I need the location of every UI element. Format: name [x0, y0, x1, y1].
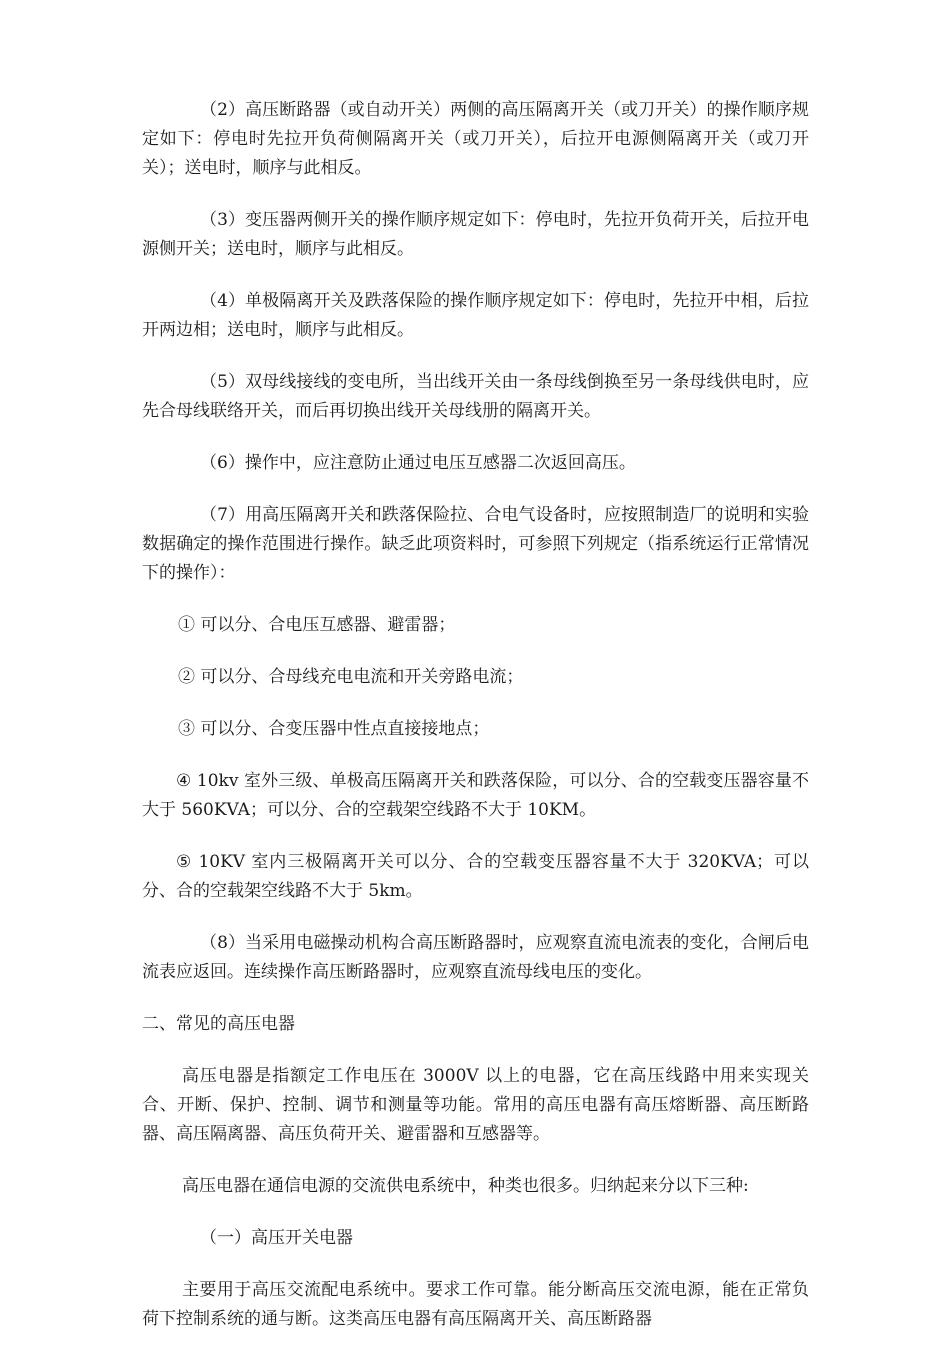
- subsection-heading: （一）高压开关电器: [200, 1228, 353, 1248]
- list-item-2: ② 可以分、合母线充电电流和开关旁路电流；: [178, 667, 524, 687]
- paragraph-step-7: （7）用高压隔离开关和跌落保险拉、合电气设备时，应按照制造厂的说明和实验数据确定的操作范围进行操作。缺乏此项资料时，可参照下列规定（指系统运行正常情况下的操作）：: [142, 505, 809, 583]
- document-body: [142, 96, 809, 1357]
- paragraph-definition: 高压电器是指额定工作电压在 3000V 以上的电器，它在高压线路中用来实现关合、开断、保护、控制、调节和测量等功能。常用的高压电器有高压熔断器、高压断路器、高压隔离器、高压负荷开关、避雷器和互感器等。: [142, 1066, 809, 1144]
- paragraph-step-6: （6）操作中，应注意防止通过电压互感器二次返回高压。: [200, 453, 636, 473]
- section-heading: 二、常见的高压电器: [142, 1014, 295, 1034]
- list-item-4: ④ 10kv 室外三级、单极高压隔离开关和跌落保险，可以分、合的空载变压器容量不大于 560KVA；可以分、合的空载架空线路不大于 10KM。: [142, 771, 809, 820]
- paragraph-switch-devices: 主要用于高压交流配电系统中。要求工作可靠。能分断高压交流电源，能在正常负荷下控制系统的通与断。这类高压电器有高压隔离开关、高压断路器: [142, 1280, 809, 1329]
- paragraph-categories: 高压电器在通信电源的交流供电系统中，种类也很多。归纳起来分以下三种:: [182, 1176, 749, 1196]
- list-item-5: ⑤ 10KV 室内三极隔离开关可以分、合的空载变压器容量不大于 320KVA；可以分、合的空载架空线路不大于 5km。: [142, 852, 809, 901]
- paragraph-step-5: （5）双母线接线的变电所，当出线开关由一条母线倒换至另一条母线供电时，应先合母线联络开关，而后再切换出线开关母线册的隔离开关。: [142, 372, 809, 421]
- list-item-3: ③ 可以分、合变压器中性点直接接地点；: [178, 719, 490, 739]
- paragraph-step-2: （2）高压断路器（或自动开关）两侧的高压隔离开关（或刀开关）的操作顺序规定如下：停电时先拉开负荷侧隔离开关（或刀开关），后拉开电源侧隔离开关（或刀开关）；送电时，顺序与此相反。: [142, 100, 809, 178]
- paragraph-step-4: （4）单极隔离开关及跌落保险的操作顺序规定如下：停电时，先拉开中相，后拉开两边相；送电时，顺序与此相反。: [142, 291, 809, 340]
- paragraph-step-3: （3）变压器两侧开关的操作顺序规定如下：停电时，先拉开负荷开关，后拉开电源侧开关；送电时，顺序与此相反。: [142, 210, 809, 259]
- list-item-1: ① 可以分、合电压互感器、避雷器；: [178, 615, 456, 635]
- paragraph-step-8: （8）当采用电磁操动机构合高压断路器时，应观察直流电流表的变化，合闸后电流表应返回。连续操作高压断路器时，应观察直流母线电压的变化。: [142, 933, 809, 982]
